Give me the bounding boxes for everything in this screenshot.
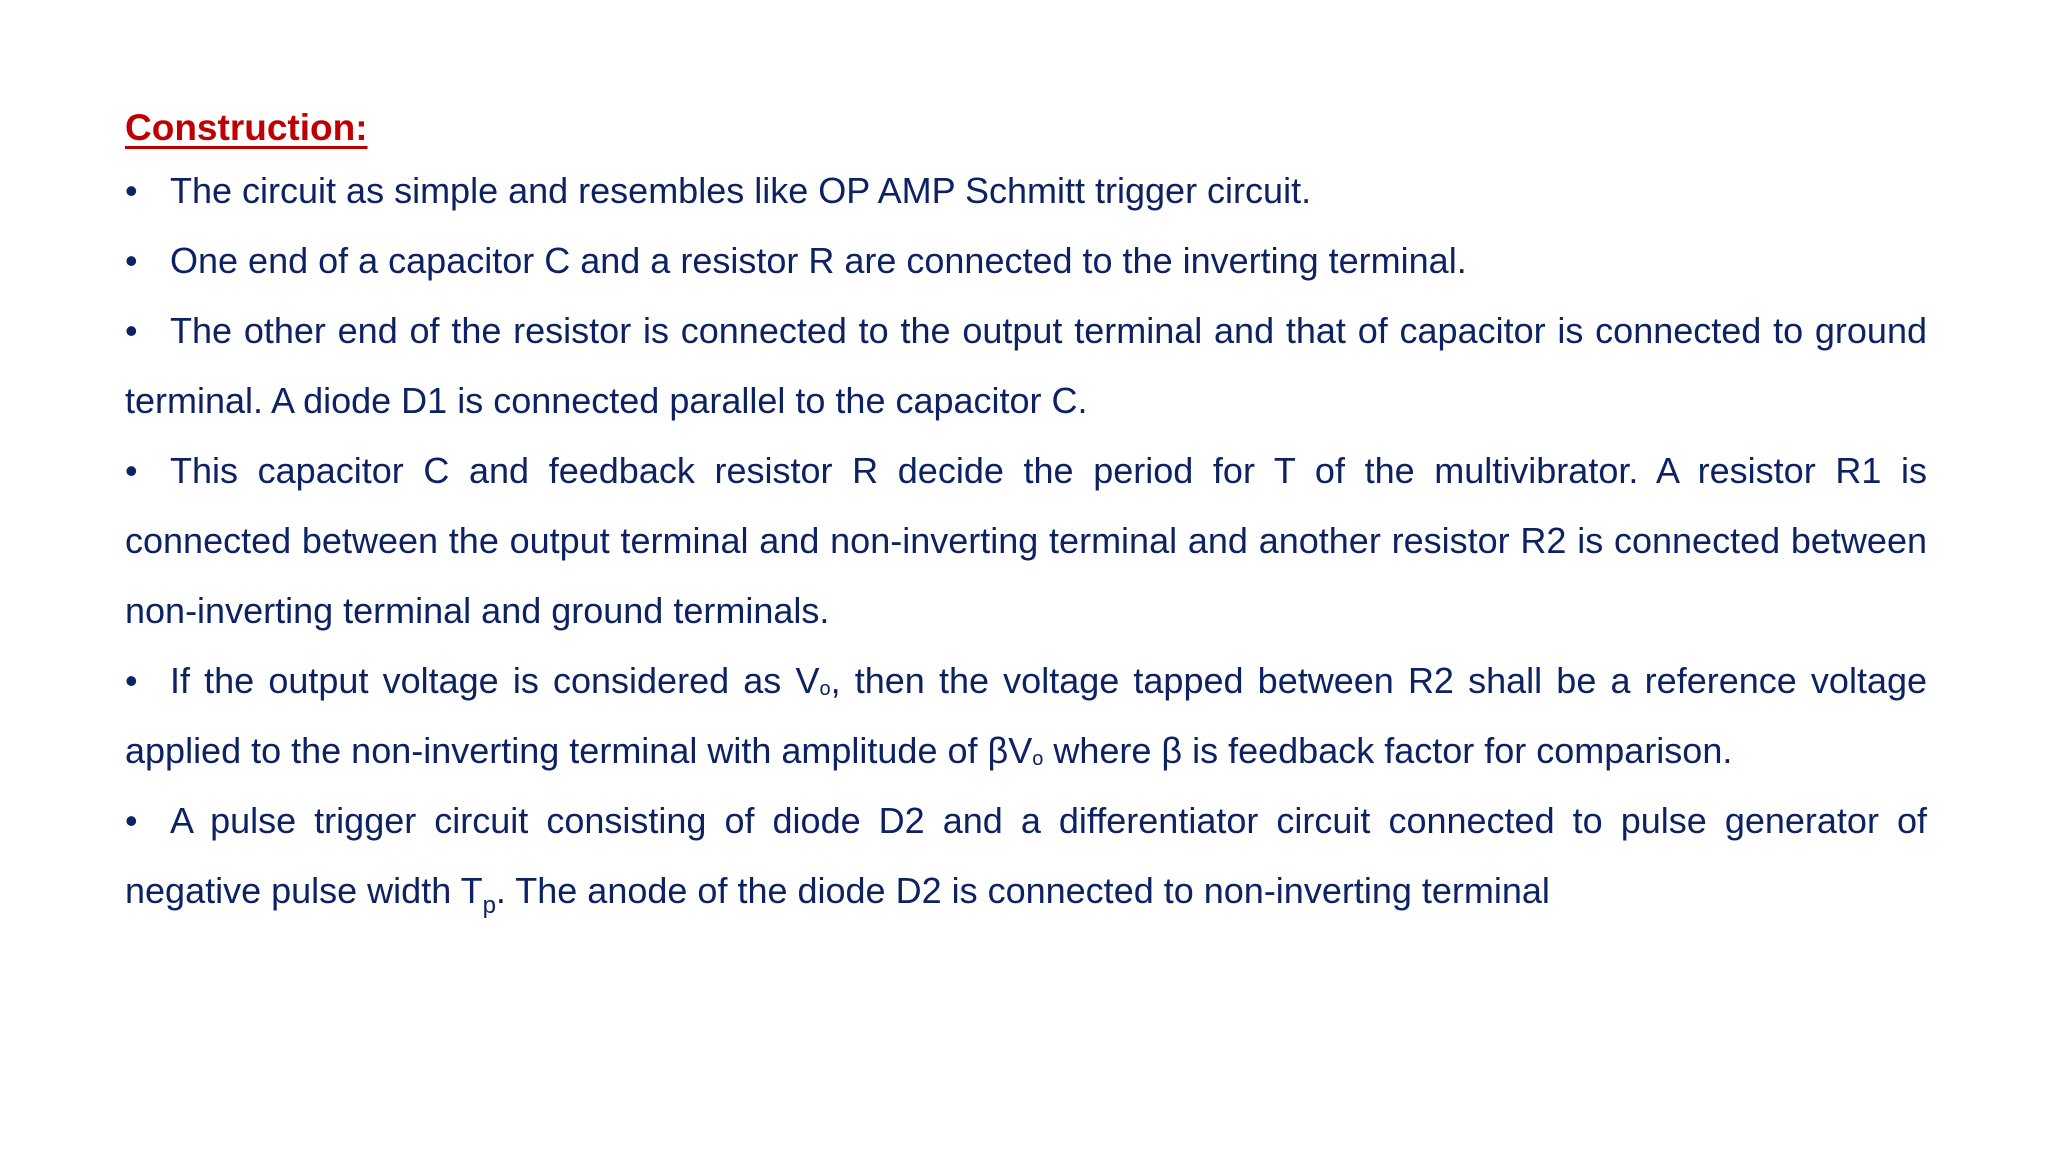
bullet-text: This capacitor C and feedback resistor R decide the period for T of the multivibrator. A resistor R1 is connected between the output terminal and non-inverting terminal and another resistor R2 is connected between non-inverting terminal and ground terminals.: [125, 450, 1927, 631]
subscript-p: p: [482, 892, 496, 919]
bullet-icon: •: [125, 310, 138, 351]
bullet-text: The circuit as simple and resembles like OP AMP Schmitt trigger circuit.: [170, 170, 1312, 211]
bullet-point-1: [125, 156, 1927, 226]
bullet-text-part-2: , then the voltage tapped between R2 shall be a reference voltage applied to the non-inverting terminal with amplitude of βV: [125, 660, 1928, 771]
bullet-text-part-1: A pulse trigger circuit consisting of diode D2 and a differentiator circuit connected to pulse generator of negative pulse width T: [125, 800, 1927, 911]
bullet-point-3: [125, 296, 1927, 436]
section-heading: Construction:: [125, 107, 368, 148]
bullet-text-part-1: If the output voltage is considered as V: [170, 660, 820, 701]
bullet-icon: •: [125, 800, 138, 841]
bullet-text-part-2: . The anode of the diode D2 is connected to non-inverting terminal: [495, 870, 1550, 911]
subscript-o: o: [819, 678, 831, 700]
bullet-icon: •: [125, 450, 138, 491]
slide-content: [125, 100, 1927, 926]
bullet-point-4: [125, 436, 1927, 646]
bullet-icon: •: [125, 660, 138, 701]
bullet-text-part-3: where β is feedback factor for comparison.: [1043, 730, 1733, 771]
bullet-point-6: [125, 786, 1927, 926]
bullet-icon: •: [125, 170, 138, 211]
bullet-icon: •: [125, 240, 138, 281]
bullet-text: One end of a capacitor C and a resistor R are connected to the inverting terminal.: [170, 240, 1467, 281]
bullet-text: The other end of the resistor is connected to the output terminal and that of capacitor is connected to ground terminal. A diode D1 is connected parallel to the capacitor C.: [125, 310, 1927, 421]
bullet-point-5: [125, 646, 1927, 786]
subscript-o: o: [1032, 748, 1044, 770]
bullet-point-2: [125, 226, 1927, 296]
